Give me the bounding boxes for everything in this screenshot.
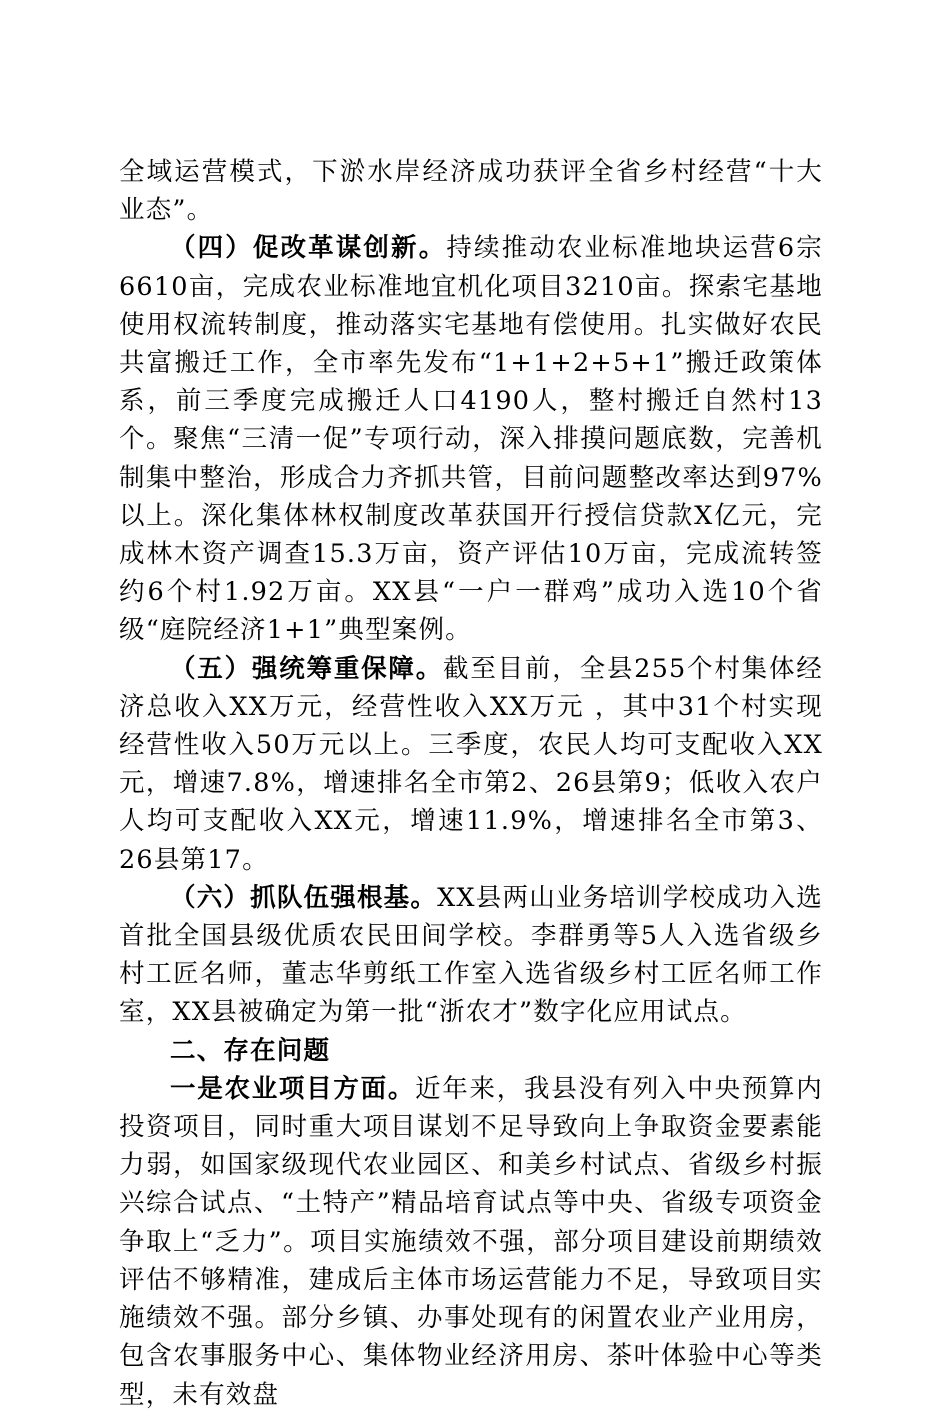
paragraph-team-foundation [119, 879, 823, 1032]
paragraph-text: 近年来，我县没有列入中央预算内投资项目，同时重大项目谋划不足导致向上争取资金要素能力弱，如国家级现代农业园区、和美乡村试点、省级乡村振兴综合试点、“土特产”精品培育试点等中央、省级专项资金争取上“乏力”。项目实施绩效不强，部分项目建设前期绩效评估不够精准，建成后主体市场运营能力不足，导致项目实施绩效不强。部分乡镇、办事处现有的闲置农业产业用房，包含农事服务中心、集体物业经济用房、茶叶体验中心等类型，未有效盘 [119, 1073, 823, 1410]
section-heading-existing-problems [119, 1032, 823, 1070]
paragraph-text: 持续推动农业标准地块运营6宗6610亩，完成农业标准地宜机化项目3210亩。探索宅基地使用权流转制度，推动落实宅基地有偿使用。扎实做好农民共富搬迁工作，全市率先发布“1+1+2+5+1”搬迁政策体系，前三季度完成搬迁人口4190人，整村搬迁自然村13个。聚焦“三清一促”专项行动，深入排摸问题底数，完善机制集中整治，形成合力齐抓共管，目前问题整改率达到97%以上。深化集体林权制度改革获国开行授信贷款X亿元，完成林木资产调查15.3万亩，资产评估10万亩，完成流转签约6个村1.92万亩。XX县“一户一群鸡”成功入选10个省级“庭院经济1+1”典型案例。 [119, 233, 823, 646]
section-heading: 二、存在问题 [170, 1035, 331, 1066]
paragraph-heading: （六）抓队伍强根基。 [170, 882, 438, 913]
paragraph-text: 截至目前，全县255个村集体经济总收入XX万元，经营性收入XX万元 ，其中31个村实现经营性收入50万元以上。三季度，农民人均可支配收入XX元，增速7.8%，增速排名全市第2、26县第9；低收入农户人均可支配收入XX元，增速11.9%，增速排名全市第3、26县第17。 [119, 653, 823, 875]
paragraph-heading: （五）强统筹重保障。 [170, 653, 444, 684]
paragraph-heading: （四）促改革谋创新。 [170, 233, 447, 264]
document-body [119, 153, 823, 1414]
paragraph-coordination-guarantee [119, 650, 823, 879]
paragraph-reform-innovation [119, 229, 823, 649]
paragraph-agricultural-projects [119, 1070, 823, 1414]
paragraph-continuation [119, 153, 823, 229]
paragraph-heading: 一是农业项目方面。 [170, 1073, 416, 1104]
paragraph-text: XX县两山业务培训学校成功入选首批全国县级优质农民田间学校。李群勇等5人入选省级乡村工匠名师，董志华剪纸工作室入选省级乡村工匠名师工作室，XX县被确定为第一批“浙农才”数字化应用试点。 [119, 882, 823, 1028]
paragraph-text: 全域运营模式，下淤水岸经济成功获评全省乡村经营“十大业态”。 [119, 157, 823, 226]
